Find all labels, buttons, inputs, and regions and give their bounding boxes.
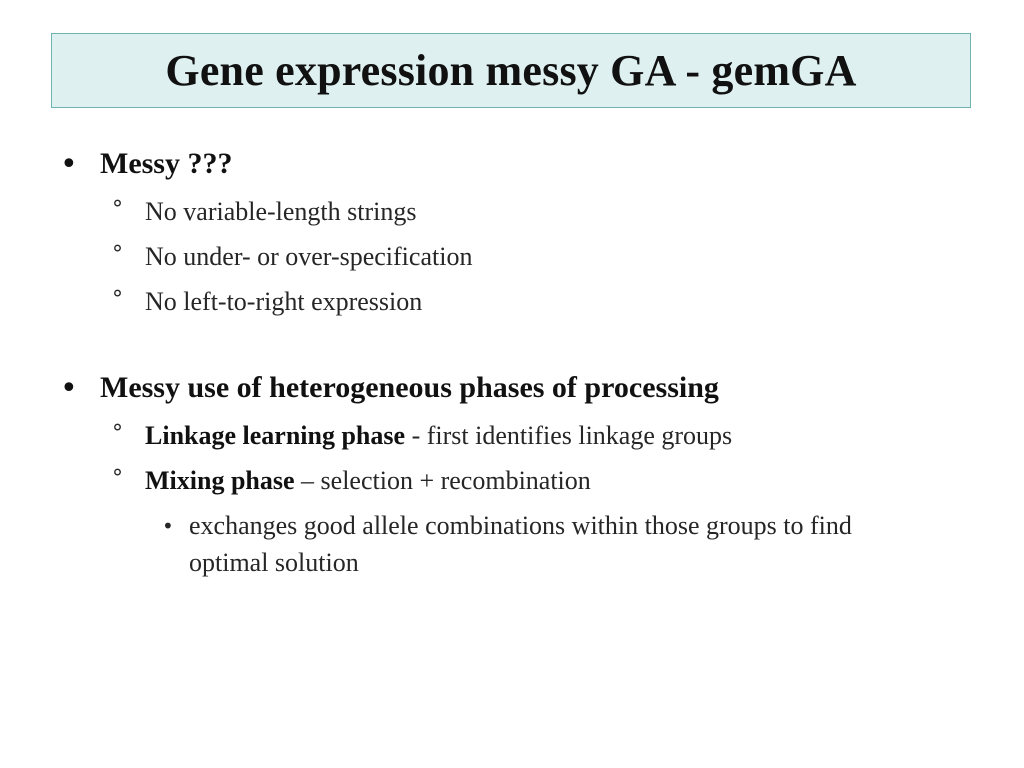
slide-title-box [51, 33, 971, 108]
section2-subitem-line2: optimal solution [189, 548, 359, 577]
section2-item-2-bold: Mixing phase [145, 466, 295, 495]
section1-heading: Messy ??? [100, 147, 233, 180]
bullet-level2-icon: ° [112, 242, 123, 267]
bullet-level1-icon: • [60, 147, 78, 182]
bullet-level1-icon: • [60, 371, 78, 406]
bullet-level2-icon: ° [112, 197, 123, 222]
section1-item-1: No variable-length strings [145, 197, 417, 226]
bullet-level2-icon: ° [112, 466, 123, 491]
section2-item-1-bold: Linkage learning phase [145, 421, 406, 450]
bullet-level2-icon: ° [112, 287, 123, 312]
section2-item-2-rest: – selection + recombination [294, 466, 591, 495]
section2-item-2 [145, 466, 591, 496]
section1-item-3: No left-to-right expression [145, 287, 423, 316]
bullet-level2-icon: ° [112, 421, 123, 446]
section2-item-1-rest: - first identifies linkage groups [405, 421, 733, 450]
bullet-level3-icon: • [162, 514, 174, 538]
section1-item-2: No under- or over-specification [145, 242, 473, 271]
section2-heading: Messy use of heterogeneous phases of processing [100, 371, 719, 404]
section2-subitem-line1: exchanges good allele combinations within those groups to find [189, 511, 852, 540]
slide-title: Gene expression messy GA - gemGA [165, 46, 857, 95]
section2-item-1 [145, 421, 732, 451]
